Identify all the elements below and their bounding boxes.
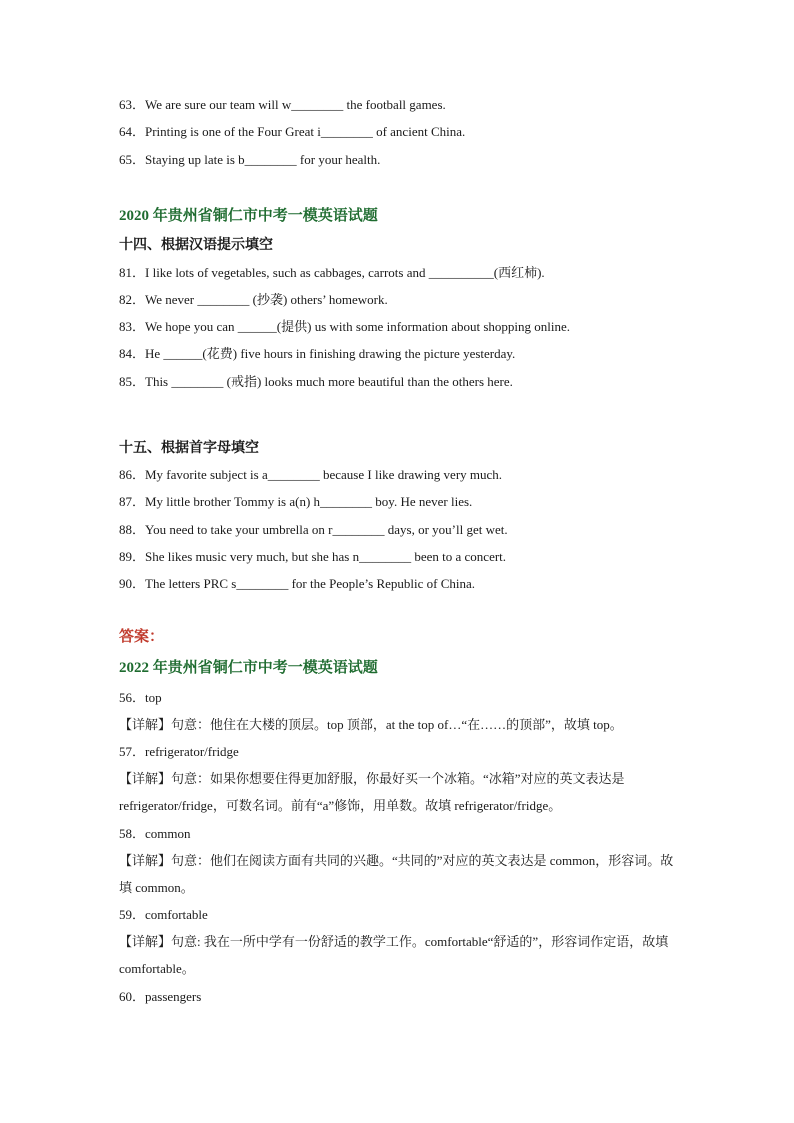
answer-59: 59．comfortable [119,907,208,922]
section-14-title: 十四、根据汉语提示填空 [119,238,273,253]
exam-title-2020: 2020 年贵州省铜仁市中考一模英语试题 [119,208,378,224]
question-64: 64．Printing is one of the Four Great i________ of ancient China. [119,124,466,139]
question-63: 63．We are sure our team will w________ the football games. [119,97,446,112]
question-65: 65．Staying up late is b________ for your health. [119,152,381,167]
answers-label: 答案： [119,629,165,645]
answer-57-detail: 【详解】句意：如果你想要住得更加舒服，你最好买一个冰箱。“冰箱”对应的英文表达是 refrigerator/fridge，可数名词。前有“a”修饰，用单数。故填 refrigerator/fridge。 [119,771,625,813]
question-89: 89．She likes music very much, but she has n________ been to a concert. [119,549,507,564]
answer-57: 57．refrigerator/fridge [119,744,239,759]
question-84: 84．He ______(花费) five hours in finishing drawing the picture yesterday. [119,346,516,361]
answer-60: 60．passengers [119,989,202,1004]
question-83: 83．We hope you can ______(提供) us with some information about shopping online. [119,319,571,334]
section-15-title: 十五、根据首字母填空 [119,441,259,456]
exam-title-2022: 2022 年贵州省铜仁市中考一模英语试题 [119,660,378,676]
question-81: 81．I like lots of vegetables, such as cabbages, carrots and __________(西红柿). [119,265,545,280]
answer-59-detail: 【详解】句意: 我在一所中学有一份舒适的教学工作。comfortable“舒适的”，形容词作定语，故填 comfortable。 [119,934,669,976]
answer-58: 58．common [119,826,191,841]
answer-56: 56．top [119,690,162,705]
question-82: 82．We never ________ (抄袭) others’ homework. [119,292,388,307]
question-86: 86．My favorite subject is a________ because I like drawing very much. [119,467,503,482]
question-88: 88．You need to take your umbrella on r________ days, or you’ll get wet. [119,522,508,537]
answer-56-detail: 【详解】句意：他住在大楼的顶层。top 顶部，at the top of…“在……的顶部”，故填 top。 [119,717,623,732]
question-85: 85．This ________ (戒指) looks much more beautiful than the others here. [119,374,513,389]
question-87: 87．My little brother Tommy is a(n) h________ boy. He never lies. [119,494,473,509]
answer-58-detail: 【详解】句意：他们在阅读方面有共同的兴趣。“共同的”对应的英文表达是 common，形容词。故填 common。 [119,853,674,895]
question-90: 90．The letters PRC s________ for the People’s Republic of China. [119,576,476,591]
